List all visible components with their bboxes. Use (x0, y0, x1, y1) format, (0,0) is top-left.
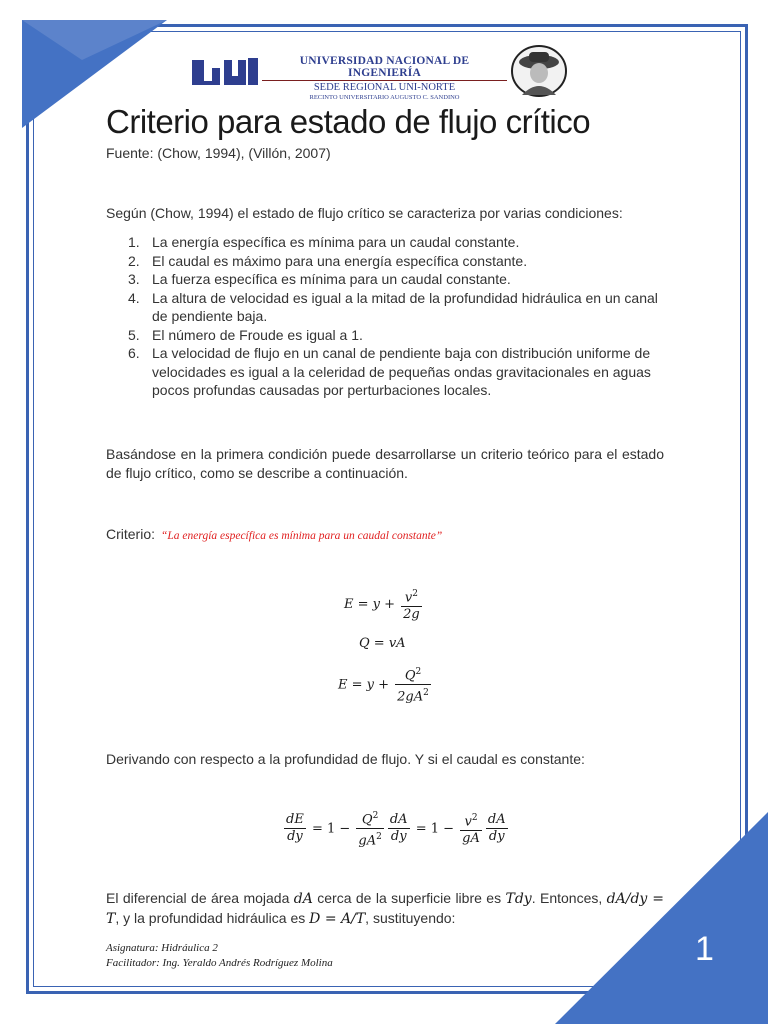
criterion-intro-paragraph: Basándose en la primera condición puede desarrollarse un criterio teórico para el estado de flujo crítico, como se describe a continuación. (106, 446, 664, 481)
eq4-d-numerator-exp: 2 (471, 813, 478, 824)
list-item-text: La energía específica es mínima para un caudal constante. (152, 234, 520, 250)
eq4-fraction-v2-gA (460, 810, 482, 847)
eq3-lhs: E = y + (338, 677, 394, 693)
list-item-number: 3. (128, 271, 140, 287)
equation-specific-energy (344, 586, 424, 623)
list-item-text: El número de Froude es igual a 1. (152, 326, 363, 343)
para4-math-dA: dA (293, 891, 313, 907)
eq4-equals-2: = 1 − (411, 821, 459, 837)
list-item-number: 4. (128, 289, 140, 306)
eq3-denominator-exp: 2 (423, 688, 429, 699)
eq3-numerator-exp: 2 (415, 667, 422, 677)
footer-facilitator: Facilitador: Ing. Yeraldo Andrés Rodríguez Molina (106, 957, 333, 969)
para4-math-Tdy: Tdy (505, 891, 532, 907)
list-item-number: 5. (128, 326, 140, 343)
list-item-number: 2. (128, 252, 140, 269)
eq4-c-denominator: dy (390, 829, 407, 845)
eq4-b-denominator: gA (358, 833, 377, 849)
precinct-name: RECINTO UNIVERSITARIO AUGUSTO C. SANDINO (309, 94, 460, 101)
list-item-text: La velocidad de flujo en un canal de pendiente baja con distribución uniforme de velocidades es igual a la celeridad de pequeñas ondas gravitacionales en aguas pocos profundas causadas por perturbaciones locales. (152, 345, 651, 398)
eq4-equals-1: = 1 − (307, 821, 355, 837)
para4-math-dAdy: dA/dy = T (106, 891, 665, 927)
list-item-number: 1. (128, 234, 140, 250)
eq4-fraction-dE-dy (284, 812, 306, 845)
list-item (106, 252, 666, 271)
equation-discharge: Q = vA (359, 636, 406, 651)
eq4-d-numerator: v (464, 814, 472, 830)
university-name: UNIVERSIDAD NACIONAL DE INGENIERÍA (262, 55, 507, 81)
list-item-number: 6. (128, 345, 140, 361)
eq1-numerator-exp: 2 (412, 589, 418, 599)
para4-text-a: El diferencial de área mojada (106, 890, 294, 906)
eq3-denominator: 2gA (397, 689, 424, 705)
eq4-b-numerator-exp: 2 (372, 811, 379, 821)
list-item (106, 270, 666, 289)
list-item (106, 344, 666, 400)
criterion-line (106, 526, 442, 542)
equation-derivative (282, 808, 510, 850)
list-item (106, 326, 666, 345)
eq4-a-denominator: dy (287, 829, 303, 845)
eq3-numerator: Q (404, 668, 416, 684)
intro-paragraph: Según (Chow, 1994) el estado de flujo crítico se caracteriza por varias condiciones: (106, 205, 623, 221)
sandino-portrait-icon (510, 45, 568, 97)
uni-logo-icon (190, 56, 260, 87)
page-title: Criterio para estado de flujo crítico (106, 103, 591, 140)
derivation-paragraph: Derivando con respecto a la profundidad de flujo. Y si el caudal es constante: (106, 751, 585, 767)
university-header (262, 55, 507, 101)
eq4-e-numerator: dA (487, 812, 506, 828)
eq4-fraction-dA-dy (388, 812, 410, 845)
eq4-c-numerator: dA (389, 812, 408, 828)
eq3-fraction (395, 664, 431, 706)
eq1-lhs: E = y + (344, 597, 400, 613)
para4-text-e: , sustituyendo: (365, 909, 456, 926)
eq4-e-denominator: dy (488, 829, 505, 845)
criterion-quote: “La energía específica es mínima para un caudal constante” (161, 530, 443, 542)
equation-energy-discharge (338, 664, 433, 706)
para4-text-c: . Entonces, (531, 890, 607, 906)
conditions-list (106, 233, 666, 400)
footer-subject: Asignatura: Hidráulica 2 (106, 942, 218, 954)
page-number: 1 (695, 930, 714, 968)
eq1-fraction (401, 586, 422, 623)
eq4-b-denominator-exp: 2 (376, 832, 382, 843)
wetted-area-paragraph (106, 889, 664, 928)
para4-text-b: cerca de la superficie libre es (312, 890, 506, 906)
para4-text-d: , y la profundidad hidráulica es (115, 909, 310, 926)
criterion-label: Criterio: (106, 526, 156, 542)
eq1-denominator: 2g (403, 607, 420, 623)
eq4-fraction-Q2-gA2 (356, 808, 383, 850)
eq4-a-numerator: dE (286, 812, 304, 828)
page-footer (106, 941, 333, 971)
eq4-d-denominator: gA (462, 831, 480, 847)
list-item (106, 289, 666, 326)
list-item (106, 233, 666, 252)
list-item-text: El caudal es máximo para una energía específica constante. (152, 252, 528, 269)
eq4-fraction-dA-dy-2 (486, 812, 508, 845)
campus-name: SEDE REGIONAL UNI-NORTE (313, 82, 456, 93)
para4-math-D: D = A/T (309, 910, 366, 927)
eq1-numerator: v (404, 590, 413, 606)
eq4-b-numerator: Q (361, 812, 373, 828)
list-item-text: La fuerza específica es mínima para un caudal constante. (152, 271, 511, 287)
source-citation: Fuente: (Chow, 1994), (Villón, 2007) (106, 145, 331, 161)
list-item-text: La altura de velocidad es igual a la mitad de la profundidad hidráulica en un canal de pendiente baja. (152, 289, 658, 324)
